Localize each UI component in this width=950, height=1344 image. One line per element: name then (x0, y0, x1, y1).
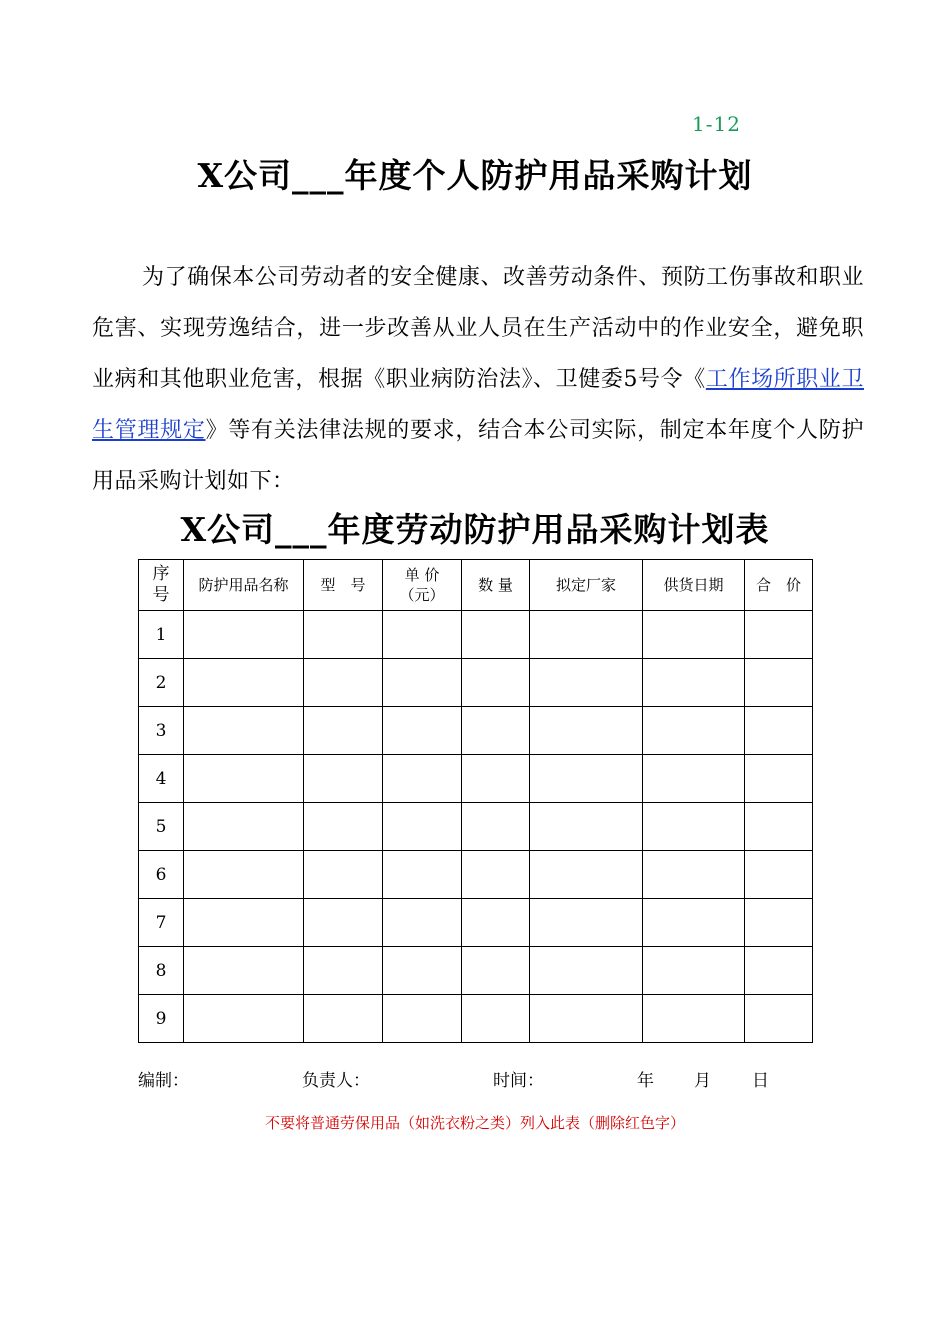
table-row (139, 707, 813, 755)
table-cell[interactable] (530, 707, 643, 755)
table-row (139, 899, 813, 947)
table-title: X公司___年度劳动防护用品采购计划表 (180, 510, 770, 549)
table-row (139, 803, 813, 851)
row-number: 4 (139, 755, 184, 803)
table-cell[interactable] (745, 851, 813, 899)
header-unit-price: 单 价 （元） (383, 560, 462, 611)
table-cell[interactable] (184, 611, 304, 659)
table-cell[interactable] (462, 947, 530, 995)
row-number: 3 (139, 707, 184, 755)
table-cell[interactable] (745, 995, 813, 1043)
table-cell[interactable] (383, 947, 462, 995)
year-label: 年 (637, 1071, 654, 1091)
table-cell[interactable] (745, 611, 813, 659)
table-cell[interactable] (530, 611, 643, 659)
table-row (139, 755, 813, 803)
table-cell[interactable] (462, 995, 530, 1043)
table-cell[interactable] (462, 707, 530, 755)
header-quantity: 数 量 (462, 560, 530, 611)
table-row (139, 947, 813, 995)
table-cell[interactable] (383, 899, 462, 947)
table-cell[interactable] (184, 707, 304, 755)
table-cell[interactable] (643, 611, 745, 659)
table-cell[interactable] (462, 611, 530, 659)
table-cell[interactable] (383, 851, 462, 899)
table-cell[interactable] (530, 803, 643, 851)
table-cell[interactable] (383, 755, 462, 803)
table-cell[interactable] (643, 899, 745, 947)
table-cell[interactable] (304, 947, 383, 995)
table-cell[interactable] (745, 947, 813, 995)
day-label: 日 (752, 1071, 769, 1091)
table-cell[interactable] (745, 755, 813, 803)
table-cell[interactable] (304, 707, 383, 755)
table-cell[interactable] (184, 755, 304, 803)
table-cell[interactable] (383, 659, 462, 707)
intro-paragraph (92, 252, 864, 507)
header-seq: 序 号 (139, 560, 184, 611)
table-cell[interactable] (383, 611, 462, 659)
table-body (139, 611, 813, 1043)
table-cell[interactable] (304, 803, 383, 851)
table-cell[interactable] (643, 707, 745, 755)
table-cell[interactable] (184, 803, 304, 851)
table-cell[interactable] (462, 803, 530, 851)
table-cell[interactable] (745, 803, 813, 851)
prepared-by-label: 编制： (138, 1071, 189, 1091)
header-total-price: 合 价 (745, 560, 813, 611)
table-row (139, 995, 813, 1043)
table-cell[interactable] (184, 659, 304, 707)
table-cell[interactable] (184, 947, 304, 995)
table-cell[interactable] (304, 611, 383, 659)
table-cell[interactable] (745, 659, 813, 707)
table-cell[interactable] (643, 995, 745, 1043)
table-row (139, 659, 813, 707)
table-cell[interactable] (530, 899, 643, 947)
table-header-row (139, 560, 813, 611)
table-cell[interactable] (304, 659, 383, 707)
month-label: 月 (694, 1071, 711, 1091)
table-cell[interactable] (643, 659, 745, 707)
table-cell[interactable] (184, 995, 304, 1043)
table-cell[interactable] (530, 851, 643, 899)
header-item-name: 防护用品名称 (184, 560, 304, 611)
page-title: X公司___年度个人防护用品采购计划 (197, 156, 753, 195)
responsible-label: 负责人： (302, 1071, 370, 1091)
table-cell[interactable] (462, 899, 530, 947)
header-supply-date: 供货日期 (643, 560, 745, 611)
intro-text-after-link: 》等有关法律法规的要求，结合本公司实际，制定本年度个人防护用品采购计划如下： (92, 418, 864, 494)
table-cell[interactable] (643, 803, 745, 851)
table-cell[interactable] (643, 755, 745, 803)
document-code: 1-12 (692, 112, 741, 136)
table-row (139, 851, 813, 899)
table-cell[interactable] (530, 995, 643, 1043)
table-cell[interactable] (383, 707, 462, 755)
table-cell[interactable] (383, 995, 462, 1043)
table-cell[interactable] (530, 755, 643, 803)
table-cell[interactable] (462, 851, 530, 899)
row-number: 6 (139, 851, 184, 899)
table-cell[interactable] (304, 851, 383, 899)
intro-text-before-link: 为了确保本公司劳动者的安全健康、改善劳动条件、预防工伤事故和职业危害、实现劳逸结合，进一步改善从业人员在生产活动中的作业安全，避免职业病和其他职业危害，根据《职业病防治法》、卫健委5号令《 (92, 265, 864, 392)
procurement-plan-table (138, 559, 813, 1043)
table-cell[interactable] (304, 995, 383, 1043)
table-cell[interactable] (304, 899, 383, 947)
table-cell[interactable] (643, 947, 745, 995)
table-cell[interactable] (643, 851, 745, 899)
row-number: 2 (139, 659, 184, 707)
table-cell[interactable] (462, 659, 530, 707)
row-number: 1 (139, 611, 184, 659)
header-manufacturer: 拟定厂家 (530, 560, 643, 611)
row-number: 9 (139, 995, 184, 1043)
table-cell[interactable] (745, 899, 813, 947)
table-cell[interactable] (530, 659, 643, 707)
table-row (139, 611, 813, 659)
regulation-link[interactable]: 工作场所职业卫生管理规定 (92, 367, 864, 443)
table-cell[interactable] (383, 803, 462, 851)
table-cell[interactable] (184, 851, 304, 899)
row-number: 5 (139, 803, 184, 851)
red-note: 不要将普通劳保用品（如洗衣粉之类）列入此表（删除红色字） (264, 1114, 685, 1132)
table-cell[interactable] (462, 755, 530, 803)
table-cell[interactable] (304, 755, 383, 803)
header-model: 型 号 (304, 560, 383, 611)
row-number: 8 (139, 947, 184, 995)
table-cell[interactable] (184, 899, 304, 947)
table-cell[interactable] (530, 947, 643, 995)
table-cell[interactable] (745, 707, 813, 755)
row-number: 7 (139, 899, 184, 947)
time-label: 时间： (493, 1071, 544, 1091)
